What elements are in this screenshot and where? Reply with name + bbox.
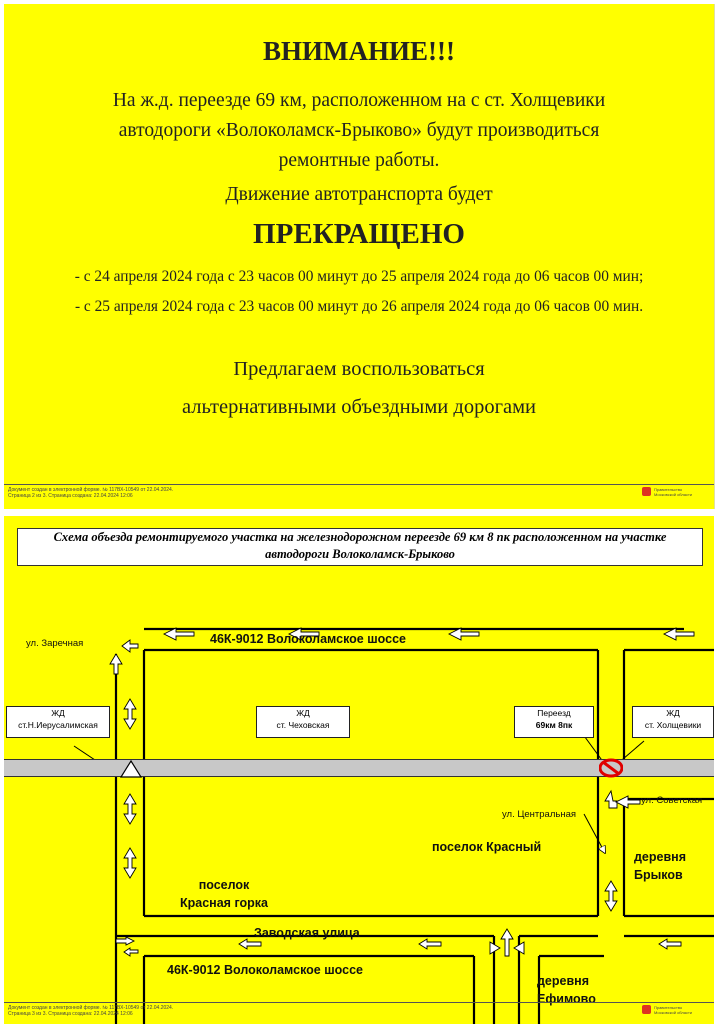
crossing-triangle-icon — [120, 760, 142, 778]
crossing-km: 69км 8пк — [535, 720, 573, 730]
footer-doc-line: Документ создан в электронной форме. № 117ВХ-10549 от 22.04.2024. — [8, 487, 174, 493]
street-centralnaya: ул. Центральная — [502, 809, 577, 820]
station-label: ЖД — [666, 708, 680, 718]
village-name: Красная горка — [180, 896, 268, 910]
station-chekhovskaya — [256, 706, 350, 738]
village-brykov — [634, 848, 686, 884]
village-krasny: поселок Красный — [432, 840, 542, 854]
station-kholshcheviki — [632, 706, 714, 738]
pointer-lines — [74, 733, 644, 853]
village-type: деревня — [634, 850, 687, 864]
footer-doc-line: Документ создан в электронной форме. № 117ВХ-10549 от 22.04.2024. — [8, 1005, 174, 1011]
village-type: деревня — [537, 974, 590, 988]
crossing-label-box — [514, 706, 594, 738]
footer-org-line-1: Правительство — [654, 487, 683, 492]
road-label-top: 46К-9012 Волоколамское шоссе — [210, 632, 406, 646]
notice-line-4: Движение автотранспорта будет — [225, 184, 493, 205]
station-label: ЖД — [296, 708, 310, 718]
village-krasnaya-gorka — [164, 876, 284, 912]
page-footer — [4, 484, 714, 509]
crossing-label: Переезд — [537, 708, 571, 718]
emblem-icon — [642, 1005, 651, 1014]
station-name: ст. Холщевики — [644, 720, 702, 730]
notice-offer-2: альтернативными объездными дорогами — [181, 396, 537, 418]
station-label: ЖД — [51, 708, 65, 718]
footer-org-line-1: Правительство — [654, 1005, 683, 1010]
station-name: ст. Чеховская — [276, 720, 330, 730]
road-closed-icon — [599, 758, 623, 778]
page-footer — [4, 1002, 714, 1023]
notice-offer-1: Предлагаем воспользоваться — [233, 358, 485, 380]
notice-heading: ВНИМАНИЕ!!! — [263, 36, 455, 66]
detour-map-page — [4, 516, 714, 1024]
street-zavodskaya: Заводская улица — [254, 926, 360, 940]
station-name: ст.Н.Иерусалимская — [18, 720, 98, 730]
street-zarechnaya: ул. Заречная — [26, 638, 84, 649]
road-label-bottom: 46К-9012 Волоколамское шоссе — [167, 963, 363, 977]
footer-org-line-2: Московской области — [654, 1010, 693, 1015]
notice-page — [4, 4, 715, 509]
emblem-icon — [642, 487, 651, 496]
footer-page-line: Страница 3 из 3. Страница создана: 22.04.2024 12:06 — [8, 1011, 133, 1017]
village-type: поселок — [198, 878, 250, 892]
notice-line-3: ремонтные работы. — [278, 150, 440, 171]
footer-page-line: Страница 2 из 3. Страница создана: 22.04.2024 12:06 — [8, 493, 133, 499]
footer-org-line-2: Московской области — [654, 492, 693, 497]
notice-line-2: автодороги «Волоколамск-Брыково» будут производиться — [118, 120, 600, 141]
notice-period-1: - с 24 апреля 2024 года с 23 часов 00 минут до 25 апреля 2024 года до 06 часов 00 мин; — [74, 268, 644, 285]
map-title-line-2: автодороги Волоколамск-Брыково — [265, 547, 455, 561]
street-sovetskaya: ул. Советская — [641, 795, 703, 806]
village-name: Ефимово — [537, 992, 596, 1006]
notice-period-2: - с 25 апреля 2024 года с 23 часов 00 минут до 26 апреля 2024 года до 06 часов 00 мин. — [74, 298, 644, 315]
station-new-jerusalem — [6, 706, 110, 738]
map-title-line-1: Схема объезда ремонтируемого участка на железнодорожном переезде 69 км 8 пк расположенном на участке — [53, 530, 667, 544]
notice-stopped: ПРЕКРАЩЕНО — [253, 218, 465, 250]
village-name: Брыков — [634, 868, 683, 882]
notice-line-1: На ж.д. переезде 69 км, расположенном на с ст. Холщевики — [112, 90, 606, 111]
